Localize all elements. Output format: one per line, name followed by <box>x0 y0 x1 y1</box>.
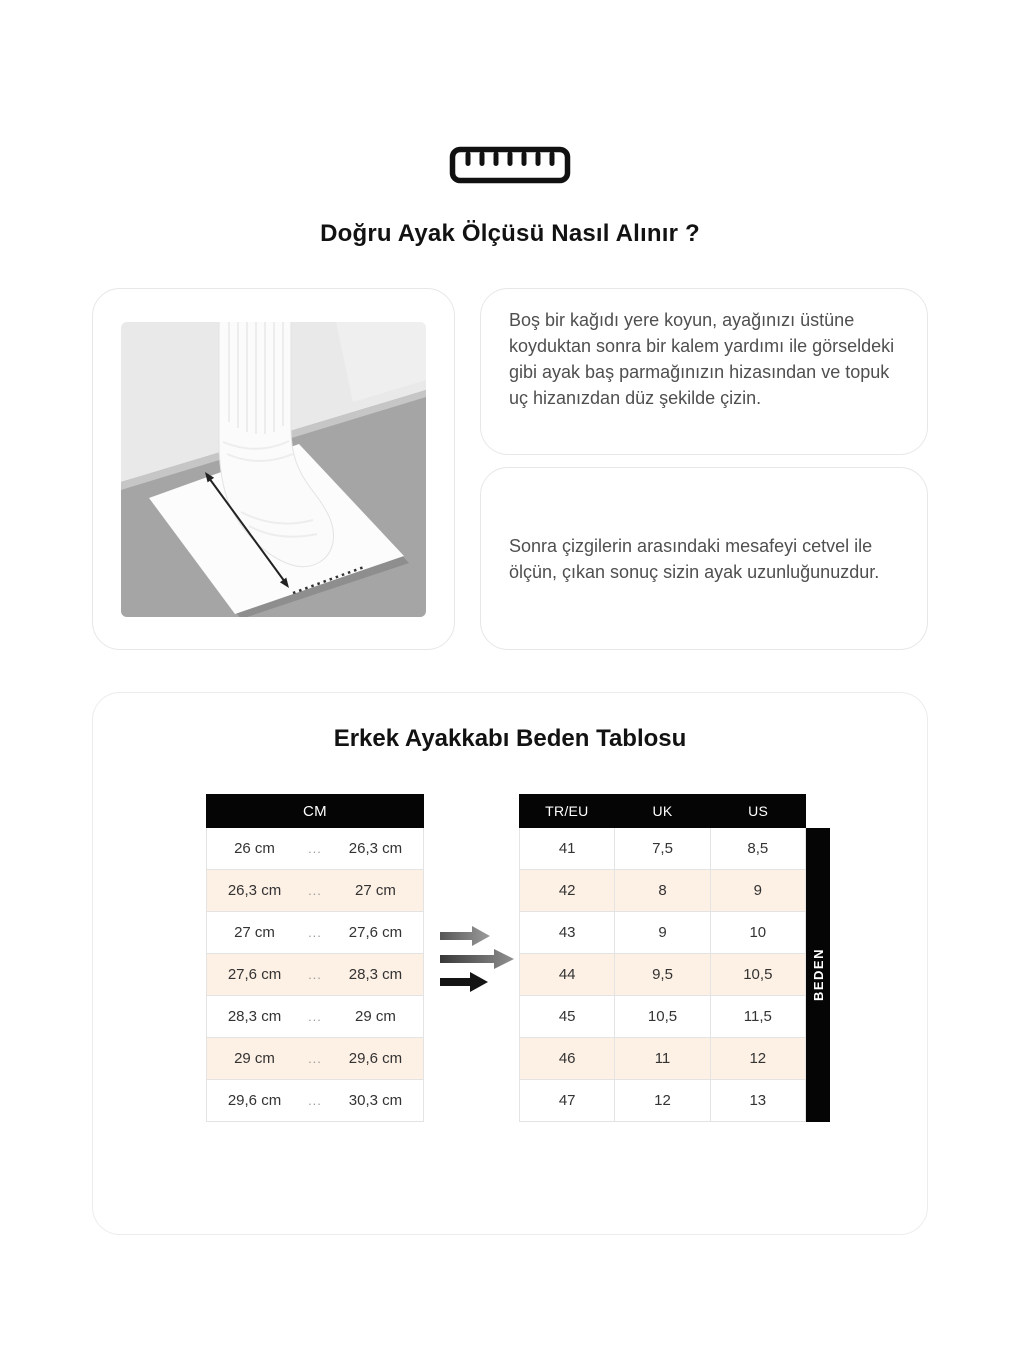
range-separator: ... <box>308 967 322 982</box>
cm-table-rows <box>206 828 424 1122</box>
tr-eu-value: 45 <box>520 996 615 1038</box>
table-row <box>206 912 424 954</box>
photo-card <box>92 288 455 650</box>
cm-to-value: 29,6 cm <box>348 1050 403 1067</box>
table-row <box>206 954 424 996</box>
tr-eu-value: 42 <box>520 870 615 912</box>
size-table-card <box>92 692 928 1235</box>
conversion-table-header-row <box>519 794 806 828</box>
tr-eu-value: 44 <box>520 954 615 996</box>
range-separator: ... <box>308 1009 322 1024</box>
range-separator: ... <box>308 925 322 940</box>
table-row <box>519 870 806 912</box>
table-row <box>206 1038 424 1080</box>
table-row <box>206 870 424 912</box>
range-separator: ... <box>308 841 322 856</box>
foot-measurement-image <box>121 322 426 617</box>
ruler-icon <box>0 146 1020 184</box>
page-title: Doğru Ayak Ölçüsü Nasıl Alınır ? <box>320 220 700 247</box>
cm-to-value: 27 cm <box>355 882 396 899</box>
us-value: 8,5 <box>711 828 806 870</box>
cm-to-value: 28,3 cm <box>348 966 403 983</box>
table-row <box>519 954 806 996</box>
table-row <box>519 912 806 954</box>
uk-value: 9,5 <box>615 954 710 996</box>
us-value: 12 <box>711 1038 806 1080</box>
column-header-tr-eu: TR/EU <box>545 803 589 819</box>
cm-table-header: CM <box>206 794 424 828</box>
uk-value: 9 <box>615 912 710 954</box>
cm-from-value: 28,3 cm <box>227 1008 282 1025</box>
conversion-table-wrap <box>519 794 830 1122</box>
us-value: 10 <box>711 912 806 954</box>
range-separator: ... <box>308 1051 322 1066</box>
uk-value: 8 <box>615 870 710 912</box>
instruction-text-1: Boş bir kağıdı yere koyun, ayağınızı üstüne koyduktan sonra bir kalem yardımı ile görseldeki gibi ayak baş parmağınızın hizasından ve topuk uç hizanızdan düz şekilde çizin. <box>509 310 895 408</box>
cm-from-value: 29 cm <box>234 1050 275 1067</box>
table-row <box>519 828 806 870</box>
tr-eu-value: 43 <box>520 912 615 954</box>
tr-eu-value: 46 <box>520 1038 615 1080</box>
table-row <box>519 996 806 1038</box>
table-row <box>206 1080 424 1122</box>
uk-value: 11 <box>615 1038 710 1080</box>
cm-to-value: 30,3 cm <box>348 1092 403 1109</box>
table-row <box>206 996 424 1038</box>
instruction-card-1 <box>480 288 928 455</box>
column-header-us: US <box>748 803 769 819</box>
cm-from-value: 27,6 cm <box>227 966 282 983</box>
measurement-section <box>92 288 928 650</box>
uk-value: 10,5 <box>615 996 710 1038</box>
tr-eu-value: 47 <box>520 1080 615 1122</box>
beden-side-label: BEDEN <box>806 828 830 1122</box>
cm-to-value: 27,6 cm <box>348 924 403 941</box>
range-separator: ... <box>308 883 322 898</box>
cm-from-value: 26,3 cm <box>227 882 282 899</box>
cm-from-value: 27 cm <box>234 924 275 941</box>
instruction-card-2 <box>480 467 928 650</box>
column-header-uk: UK <box>652 803 673 819</box>
conversion-arrows-icon <box>438 926 518 992</box>
range-separator: ... <box>308 1093 322 1108</box>
us-value: 10,5 <box>711 954 806 996</box>
instructions-column <box>480 288 928 650</box>
table-row <box>519 1038 806 1080</box>
size-table-title: Erkek Ayakkabı Beden Tablosu <box>333 725 687 752</box>
cm-from-value: 26 cm <box>234 840 275 857</box>
conversion-table-rows <box>519 828 806 1122</box>
uk-value: 12 <box>615 1080 710 1122</box>
tr-eu-value: 41 <box>520 828 615 870</box>
cm-from-value: 29,6 cm <box>227 1092 282 1109</box>
us-value: 13 <box>711 1080 806 1122</box>
conversion-table <box>519 794 806 1122</box>
instruction-text-2: Sonra çizgilerin arasındaki mesafeyi cetvel ile ölçün, çıkan sonuç sizin ayak uzunluğunuzdur. <box>509 535 880 582</box>
us-value: 9 <box>711 870 806 912</box>
cm-to-value: 26,3 cm <box>348 840 403 857</box>
us-value: 11,5 <box>711 996 806 1038</box>
table-row <box>206 828 424 870</box>
cm-to-value: 29 cm <box>355 1008 396 1025</box>
cm-table <box>206 794 424 1122</box>
table-row <box>519 1080 806 1122</box>
uk-value: 7,5 <box>615 828 710 870</box>
